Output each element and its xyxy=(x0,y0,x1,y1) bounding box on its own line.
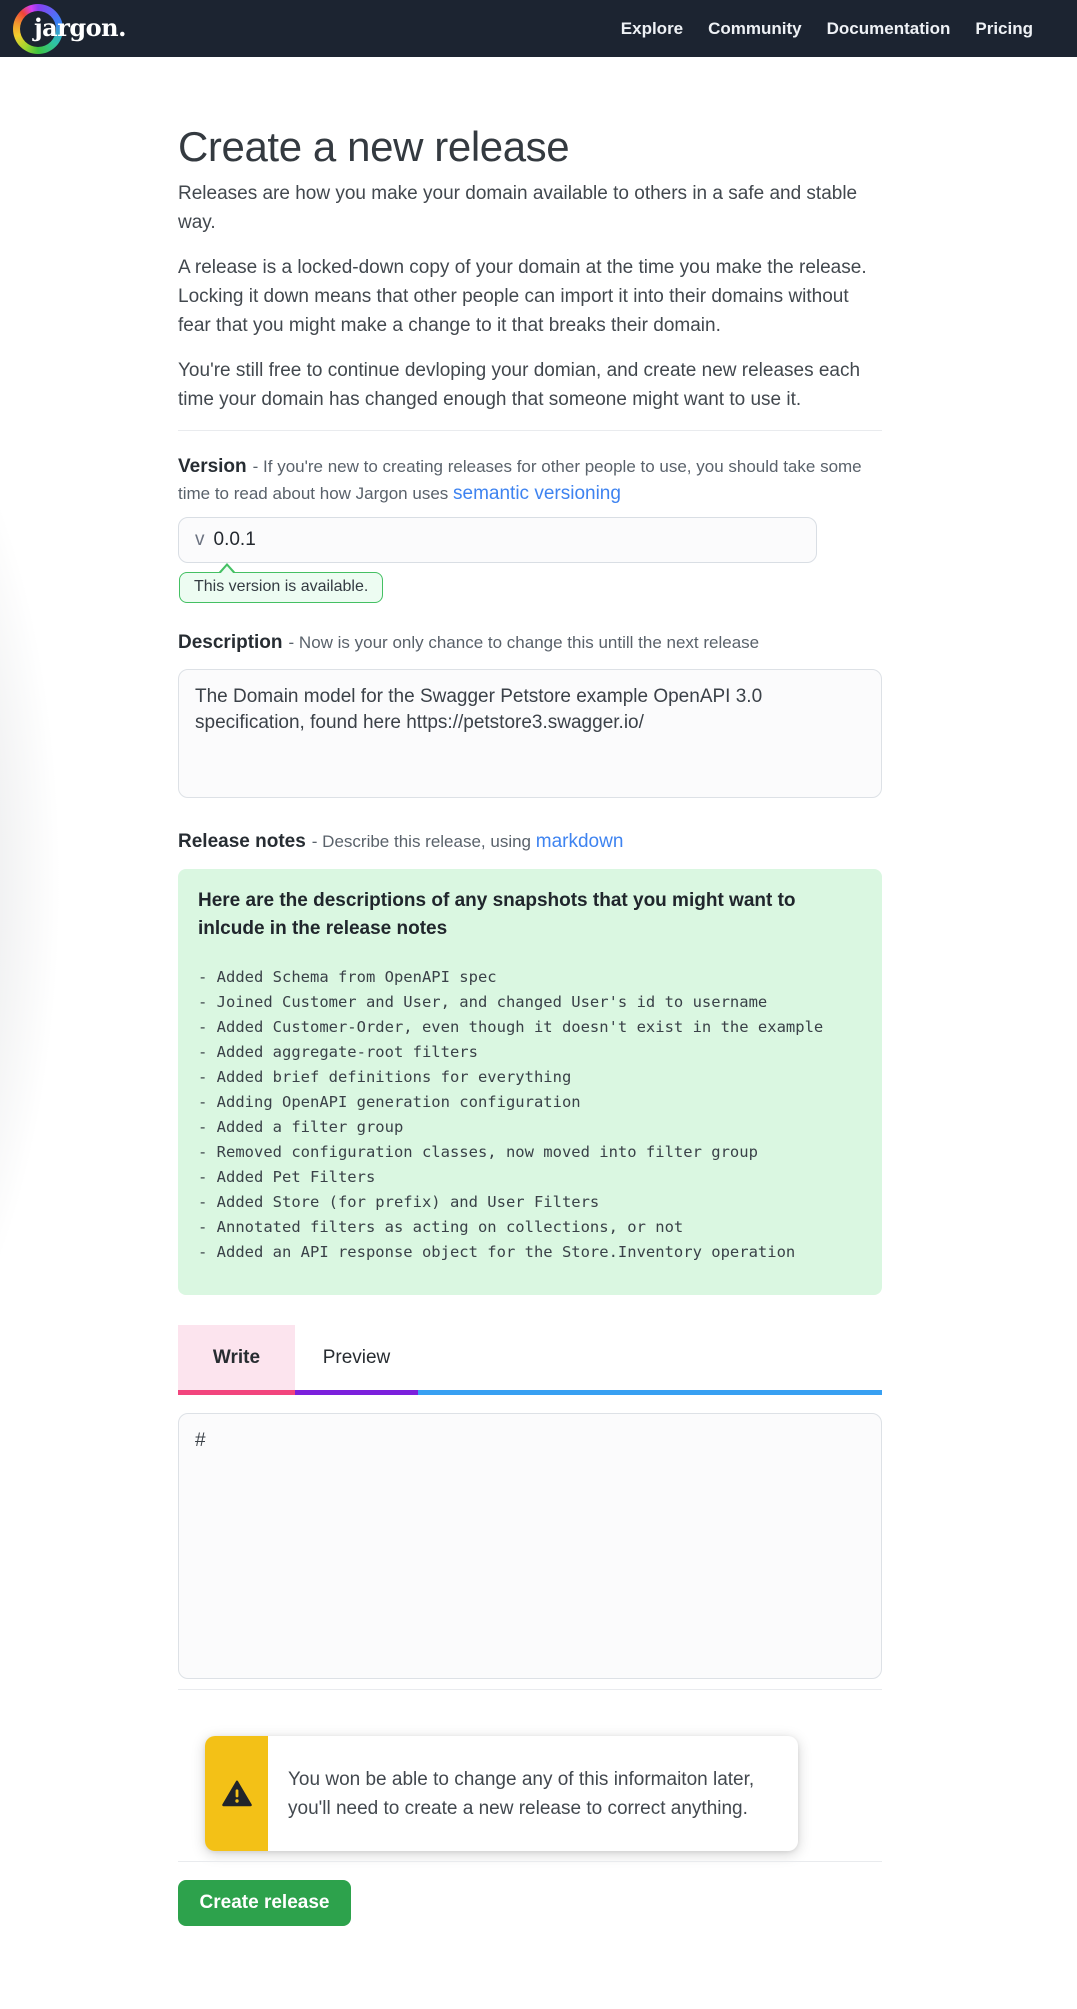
nav-link-pricing[interactable]: Pricing xyxy=(975,18,1033,38)
create-release-button[interactable]: Create release xyxy=(178,1880,351,1926)
version-label: Version xyxy=(178,456,247,477)
version-available-tooltip: This version is available. xyxy=(179,572,383,603)
nav-link-community[interactable]: Community xyxy=(708,18,802,38)
intro-paragraph-2: A release is a locked-down copy of your domain at the time you make the release. Locking it down means that other people can import it into their domains without fear that you might make a change to it that breaks their domain. xyxy=(178,257,867,336)
tab-indicator-blue-segment xyxy=(418,1390,882,1395)
version-input[interactable] xyxy=(178,517,817,563)
snapshots-heading: Here are the descriptions of any snapshots that you might want to inlcude in the release notes xyxy=(198,890,796,939)
nav-link-explore[interactable]: Explore xyxy=(620,18,684,38)
section-divider xyxy=(178,1689,882,1690)
editor-tabs xyxy=(178,1325,882,1390)
tab-indicator xyxy=(178,1390,882,1395)
markdown-editor-textarea[interactable] xyxy=(178,1413,882,1679)
navbar xyxy=(0,0,1077,57)
warning-text xyxy=(268,1736,798,1851)
snapshot-item: - Removed configuration classes, now moved into filter group xyxy=(198,1143,758,1161)
tab-indicator-purple-segment xyxy=(295,1390,418,1395)
logo-text: jargon. xyxy=(34,12,126,42)
tab-preview[interactable]: Preview xyxy=(322,1346,391,1368)
snapshot-item: - Added Store (for prefix) and User Filters xyxy=(198,1193,600,1211)
create-release-page xyxy=(178,57,882,1926)
left-edge-gradient xyxy=(0,180,170,1530)
version-value: 0.0.1 xyxy=(213,529,256,550)
description-field-heading xyxy=(178,629,882,656)
warning-icon-block xyxy=(205,1736,268,1851)
snapshots-panel xyxy=(178,869,882,1295)
version-prefix: v xyxy=(195,529,205,550)
snapshot-item: - Added Pet Filters xyxy=(198,1168,376,1186)
snapshot-item: - Added an API response object for the Store.Inventory operation xyxy=(198,1243,796,1261)
intro-paragraph-3: You're still free to continue devloping your domian, and create new releases each time your domain has changed enough that someone might want to use it. xyxy=(178,360,861,410)
description-textarea[interactable] xyxy=(178,669,882,798)
page-title: Create a new release xyxy=(178,123,570,170)
snapshot-item: - Added Schema from OpenAPI spec xyxy=(198,968,497,986)
warning-text-content: You won be able to change any of this informaiton later, you'll need to create a new release to correct anything. xyxy=(288,1768,755,1819)
snapshot-item: - Added brief definitions for everything xyxy=(198,1068,572,1086)
jargon-logo[interactable] xyxy=(13,4,126,54)
markdown-link[interactable]: markdown xyxy=(535,831,624,852)
version-field-heading xyxy=(178,453,882,507)
snapshot-item: - Added Customer-Order, even though it doesn't exist in the example xyxy=(198,1018,824,1036)
warning-triangle-icon xyxy=(222,1780,252,1807)
release-notes-hint: - Describe this release, using xyxy=(311,832,532,851)
description-label: Description xyxy=(178,632,283,653)
nav-links xyxy=(621,19,1033,39)
snapshot-item: - Joined Customer and User, and changed User's id to username xyxy=(198,993,768,1011)
snapshot-item: - Added a filter group xyxy=(198,1118,404,1136)
snapshot-item: - Adding OpenAPI generation configuration xyxy=(198,1093,581,1111)
version-hint: - If you're new to creating releases for other people to use, you should take some time to read about how Jargon uses xyxy=(178,457,862,503)
intro-paragraph-1: Releases are how you make your domain available to others in a safe and stable way. xyxy=(178,183,858,233)
nav-link-documentation[interactable]: Documentation xyxy=(826,18,951,38)
warning-card xyxy=(205,1736,798,1851)
snapshot-item: - Added aggregate-root filters xyxy=(198,1043,478,1061)
section-divider xyxy=(178,1861,882,1862)
release-notes-label: Release notes xyxy=(178,831,306,852)
semantic-versioning-link[interactable]: semantic versioning xyxy=(453,483,621,504)
tab-write[interactable]: Write xyxy=(178,1325,295,1390)
release-notes-field-heading xyxy=(178,828,882,855)
description-hint: - Now is your only chance to change this untill the next release xyxy=(288,633,760,652)
snapshots-list xyxy=(198,965,862,1265)
section-divider xyxy=(178,430,882,431)
tab-indicator-pink-segment xyxy=(178,1390,295,1395)
snapshot-item: - Annotated filters as acting on collections, or not xyxy=(198,1218,684,1236)
